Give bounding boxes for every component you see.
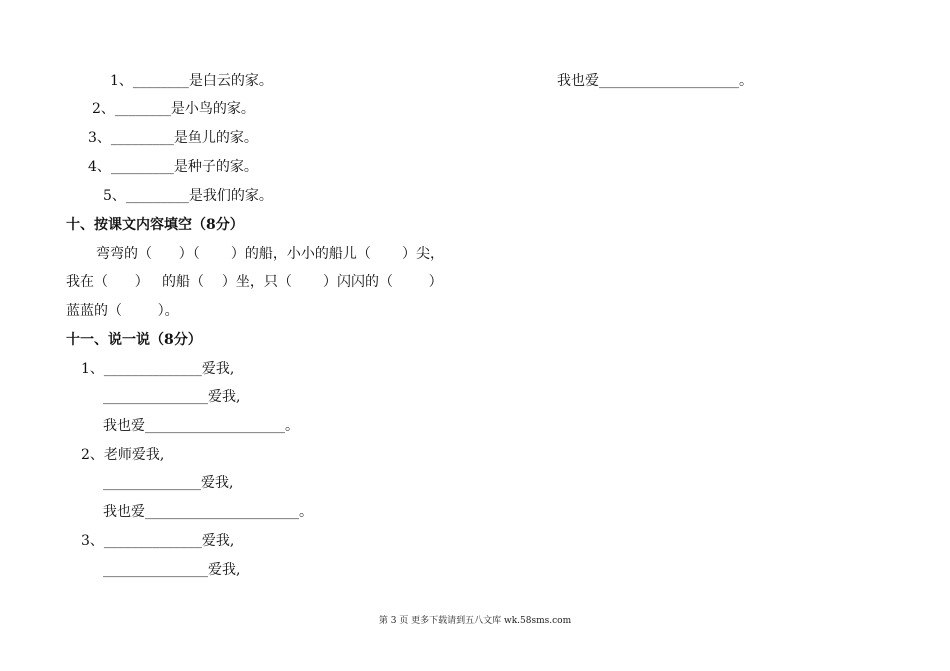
list-item: 1、________是白云的家。: [110, 73, 273, 89]
text-line: 2、老师爱我,: [81, 447, 165, 463]
list-item: 2、________是小鸟的家。: [92, 101, 255, 117]
text-line: 蓝蓝的（ ）。: [66, 303, 179, 319]
list-item: 3、_________是鱼儿的家。: [88, 130, 258, 146]
right-column-fragment: 我也爱____________________。: [557, 73, 753, 89]
text-line: ______________爱我,: [103, 475, 234, 491]
text-line: 弯弯的（ ）（ ）的船，小小的船儿（ ）尖，: [96, 246, 445, 262]
text-line: 1、______________爱我,: [81, 361, 235, 377]
list-item: 5、_________是我们的家。: [103, 188, 273, 204]
page-footer: 第 3 页 更多下载请到五八文库 wk.58sms.com: [378, 616, 572, 626]
section-heading: 十、按课文内容填空（8分）: [66, 217, 244, 233]
text-line: 我在（ ） 的船（ ）坐，只（ ）闪闪的（ ）: [66, 274, 443, 290]
list-item: 4、_________是种子的家。: [88, 159, 258, 175]
section-heading: 十一、说一说（8分）: [66, 332, 202, 348]
text-line: 我也爱____________________。: [103, 418, 299, 434]
text-line: 我也爱______________________。: [103, 504, 313, 520]
text-line: _______________爱我,: [103, 562, 241, 578]
text-line: _______________爱我,: [103, 389, 241, 405]
text-line: 3、______________爱我,: [81, 533, 235, 549]
